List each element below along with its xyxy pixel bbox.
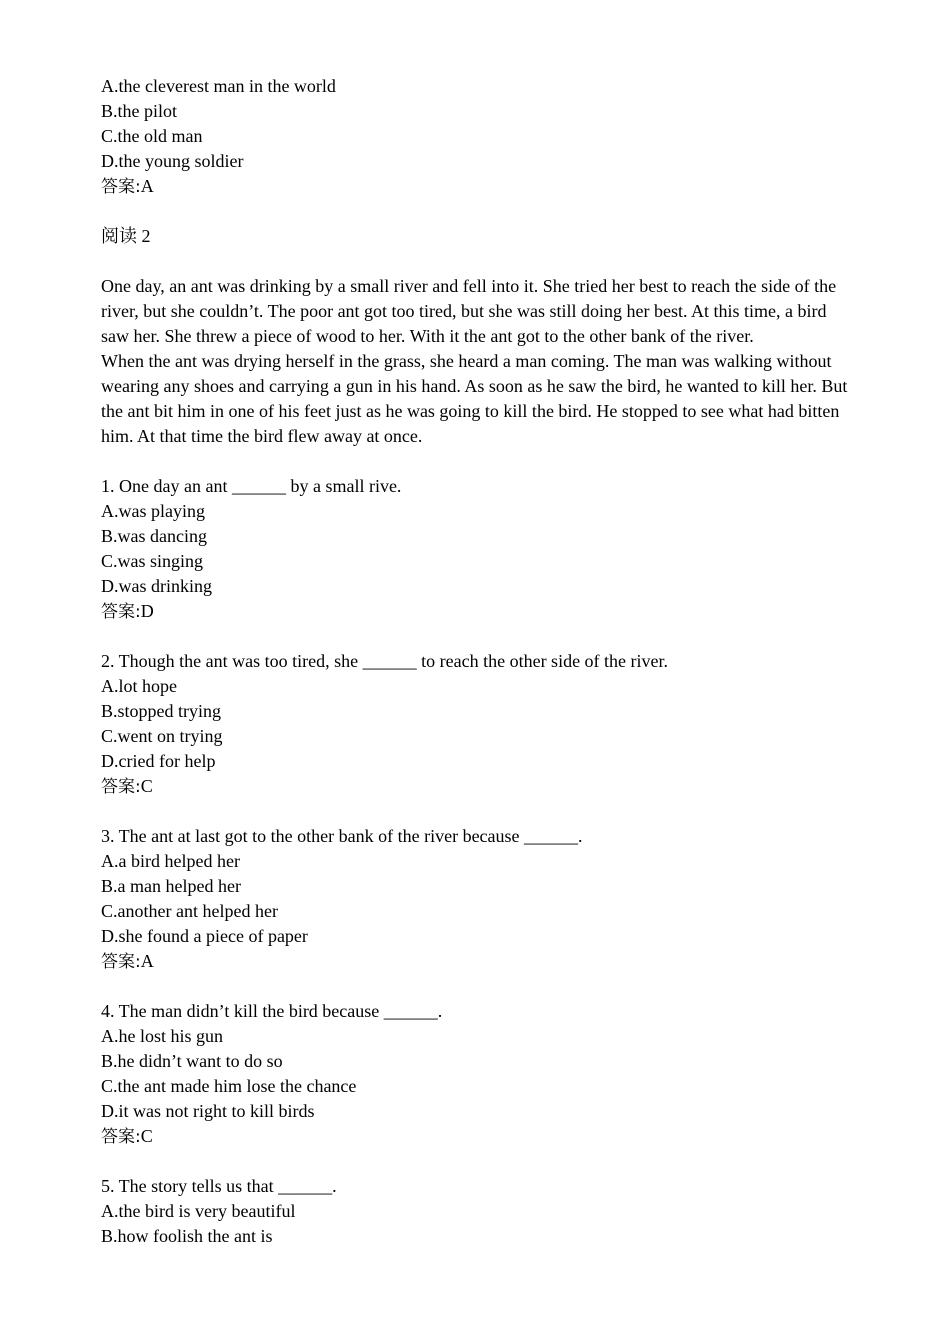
answer-label: 答案: xyxy=(101,1127,141,1147)
section-title: 阅读 2 xyxy=(101,226,151,246)
option-a: A.the bird is very beautiful xyxy=(101,1201,296,1221)
question-stem: 3. The ant at last got to the other bank of the river because ______. xyxy=(101,826,583,846)
option-a: A.the cleverest man in the world xyxy=(101,76,336,96)
spacer xyxy=(101,799,851,824)
spacer xyxy=(101,974,851,999)
option-a: A.lot hope xyxy=(101,676,177,696)
answer-value: C xyxy=(140,1126,153,1146)
answer-line xyxy=(101,174,851,199)
spacer xyxy=(101,199,851,224)
answer-line xyxy=(101,1124,851,1149)
question-1 xyxy=(101,474,851,624)
question-5 xyxy=(101,1174,851,1249)
question-stem: 1. One day an ant ______ by a small rive. xyxy=(101,476,402,496)
spacer xyxy=(101,624,851,649)
question-stem: 4. The man didn’t kill the bird because ______. xyxy=(101,1001,443,1021)
answer-value: C xyxy=(140,776,153,796)
spacer xyxy=(101,1149,851,1174)
option-c: C.was singing xyxy=(101,551,204,571)
question-4 xyxy=(101,999,851,1149)
option-a: A.he lost his gun xyxy=(101,1026,224,1046)
option-c: C.another ant helped her xyxy=(101,901,278,921)
option-d: D.cried for help xyxy=(101,751,216,771)
answer-value: A xyxy=(140,951,154,971)
option-b: B.stopped trying xyxy=(101,701,221,721)
option-c: C.the old man xyxy=(101,126,203,146)
answer-line xyxy=(101,949,851,974)
option-d: D.was drinking xyxy=(101,576,212,596)
answer-label: 答案: xyxy=(101,777,141,797)
option-b: B.the pilot xyxy=(101,101,177,121)
option-c: C.the ant made him lose the chance xyxy=(101,1076,357,1096)
option-a: A.a bird helped her xyxy=(101,851,240,871)
answer-label: 答案: xyxy=(101,952,141,972)
spacer xyxy=(101,249,851,274)
option-b: B.he didn’t want to do so xyxy=(101,1051,283,1071)
option-d: D.the young soldier xyxy=(101,151,244,171)
option-d: D.she found a piece of paper xyxy=(101,926,308,946)
question-3 xyxy=(101,824,851,974)
answer-value: A xyxy=(140,176,154,196)
answer-value: D xyxy=(140,601,154,621)
option-c: C.went on trying xyxy=(101,726,223,746)
question-stem: 2. Though the ant was too tired, she ______ to reach the other side of the river. xyxy=(101,651,669,671)
question-2 xyxy=(101,649,851,799)
option-b: B.a man helped her xyxy=(101,876,241,896)
document-page xyxy=(101,74,851,1249)
answer-line xyxy=(101,774,851,799)
option-d: D.it was not right to kill birds xyxy=(101,1101,315,1121)
answer-line xyxy=(101,599,851,624)
question-stem: 5. The story tells us that ______. xyxy=(101,1176,337,1196)
passage-paragraph-1: One day, an ant was drinking by a small river and fell into it. She tried her best to reach the side of the river, but she couldn’t. The poor ant got too tired, but she was still doing her best. At this time, a bird saw her. She threw a piece of wood to her. With it the ant got to the other bank of the river. xyxy=(101,276,837,346)
option-a: A.was playing xyxy=(101,501,205,521)
prev-question-block xyxy=(101,74,851,199)
option-b: B.was dancing xyxy=(101,526,207,546)
passage-paragraph-2: When the ant was drying herself in the grass, she heard a man coming. The man was walking without wearing any shoes and carrying a gun in his hand. As soon as he saw the bird, he wanted to kill her. But the ant bit him in one of his feet just as he was going to kill the bird. He stopped to see what had bitten him. At that time the bird flew away at once. xyxy=(101,351,848,446)
reading-passage xyxy=(101,274,851,449)
spacer xyxy=(101,449,851,474)
answer-label: 答案: xyxy=(101,602,141,622)
option-b: B.how foolish the ant is xyxy=(101,1226,273,1246)
answer-label: 答案: xyxy=(101,177,141,197)
